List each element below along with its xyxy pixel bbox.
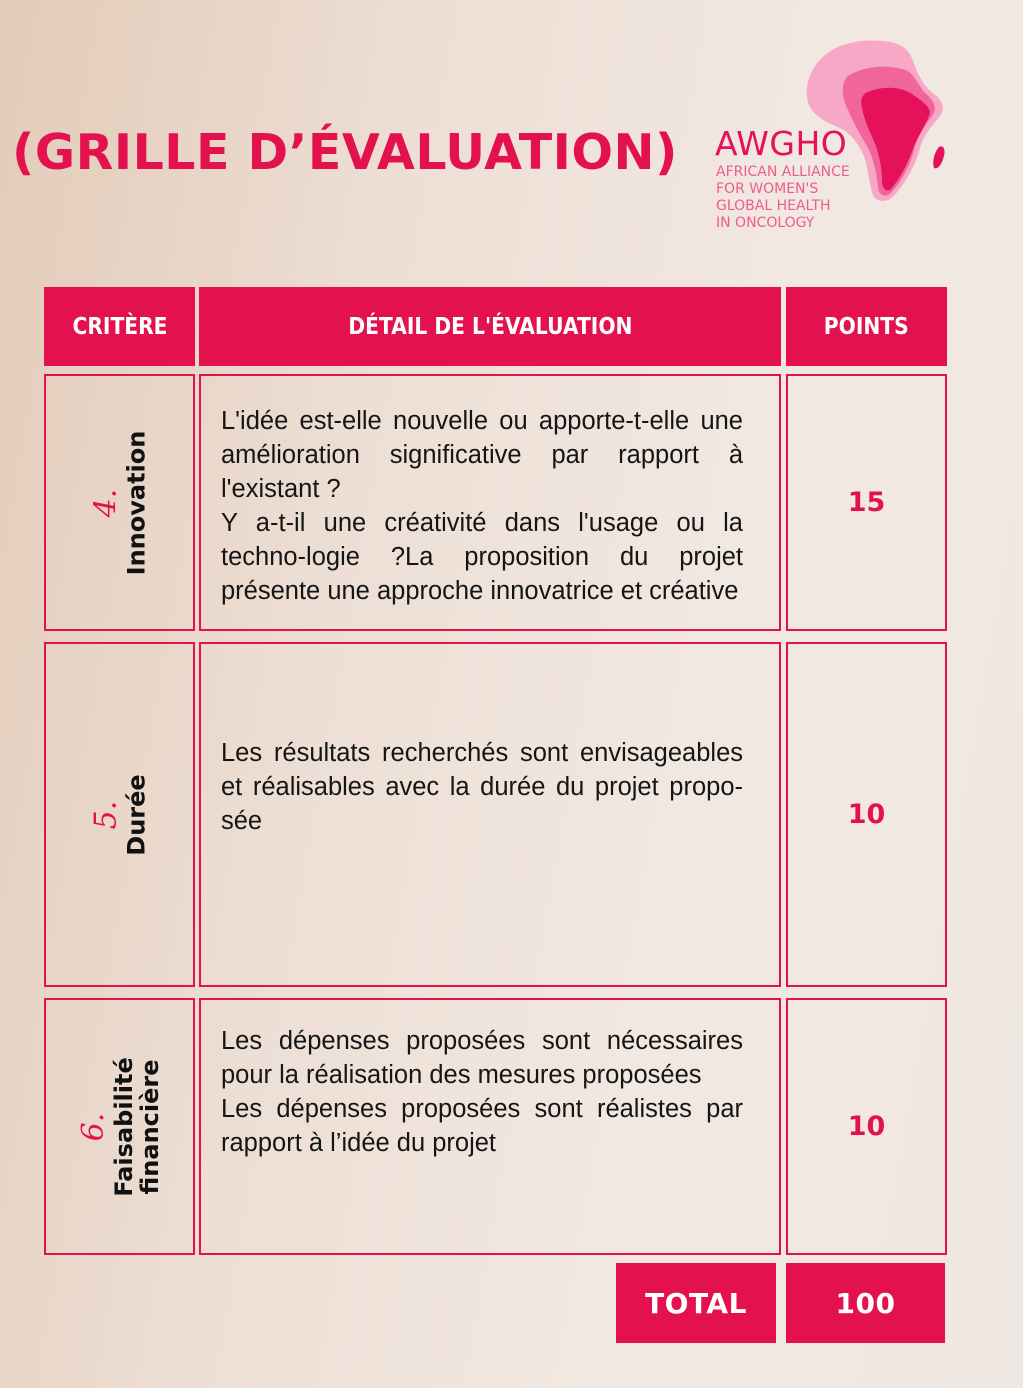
logo-tagline <box>716 164 876 232</box>
points-value: 15 <box>847 487 886 518</box>
detail-paragraph: Les dépenses proposées sont nécessaires pour la réalisation des mesures proposées <box>221 1027 743 1089</box>
criterion-name: Durée <box>122 773 151 856</box>
detail-paragraph: L'idée est-elle nouvelle ou apporte-t-elle une amélioration significative par rapport à l'existant ? <box>221 407 743 503</box>
detail-cell-faisabilite <box>199 998 781 1255</box>
detail-cell-innovation <box>199 374 781 631</box>
criterion-name-line: Faisabilité <box>109 1056 138 1197</box>
detail-paragraph: Y a-t-il une créativité dans l'usage ou la techno-logie ?La proposition du projet présente une approche innovatrice et créative <box>221 509 743 605</box>
header-detail <box>199 287 781 366</box>
points-cell-faisabilite <box>786 998 947 1255</box>
points-cell-duree <box>786 642 947 987</box>
logo-tagline-line: IN ONCOLOGY <box>716 215 815 231</box>
total-label: TOTAL <box>616 1263 776 1343</box>
header-criterion-label: CRITÈRE <box>71 313 168 340</box>
logo-name: AWGHO <box>715 124 848 163</box>
logo-tagline-line: FOR WOMEN'S <box>716 181 819 197</box>
logo-tagline-line: AFRICAN ALLIANCE <box>716 164 850 180</box>
detail-paragraph: Les dépenses proposées sont réalistes par rapport à l’idée du projet <box>221 1095 743 1157</box>
points-value: 10 <box>847 799 886 830</box>
criterion-number: 4. <box>88 488 124 517</box>
criterion-number: 5. <box>88 800 124 829</box>
points-value: 10 <box>847 1111 886 1142</box>
criterion-cell-faisabilite <box>44 998 195 1255</box>
detail-paragraph: Les résultats recherchés sont envisageables et réalisables avec la durée du projet propo-sée <box>221 739 743 835</box>
criterion-cell-duree <box>44 642 195 987</box>
page-title: (GRILLE D’ÉVALUATION) <box>12 124 678 181</box>
header-criterion <box>44 287 195 366</box>
total-value: 100 <box>786 1263 945 1343</box>
logo-tagline-line: GLOBAL HEALTH <box>716 198 831 214</box>
detail-cell-duree <box>199 642 781 987</box>
criterion-name-line: financière <box>135 1059 164 1194</box>
header-points <box>786 287 947 366</box>
criterion-number: 6. <box>75 1112 111 1141</box>
criterion-cell-innovation <box>44 374 195 631</box>
header-detail-label: DÉTAIL DE L'ÉVALUATION <box>347 313 633 340</box>
points-cell-innovation <box>786 374 947 631</box>
awgho-logo <box>712 36 952 236</box>
header-points-label: POINTS <box>824 313 909 340</box>
criterion-name: Innovation <box>122 430 151 575</box>
